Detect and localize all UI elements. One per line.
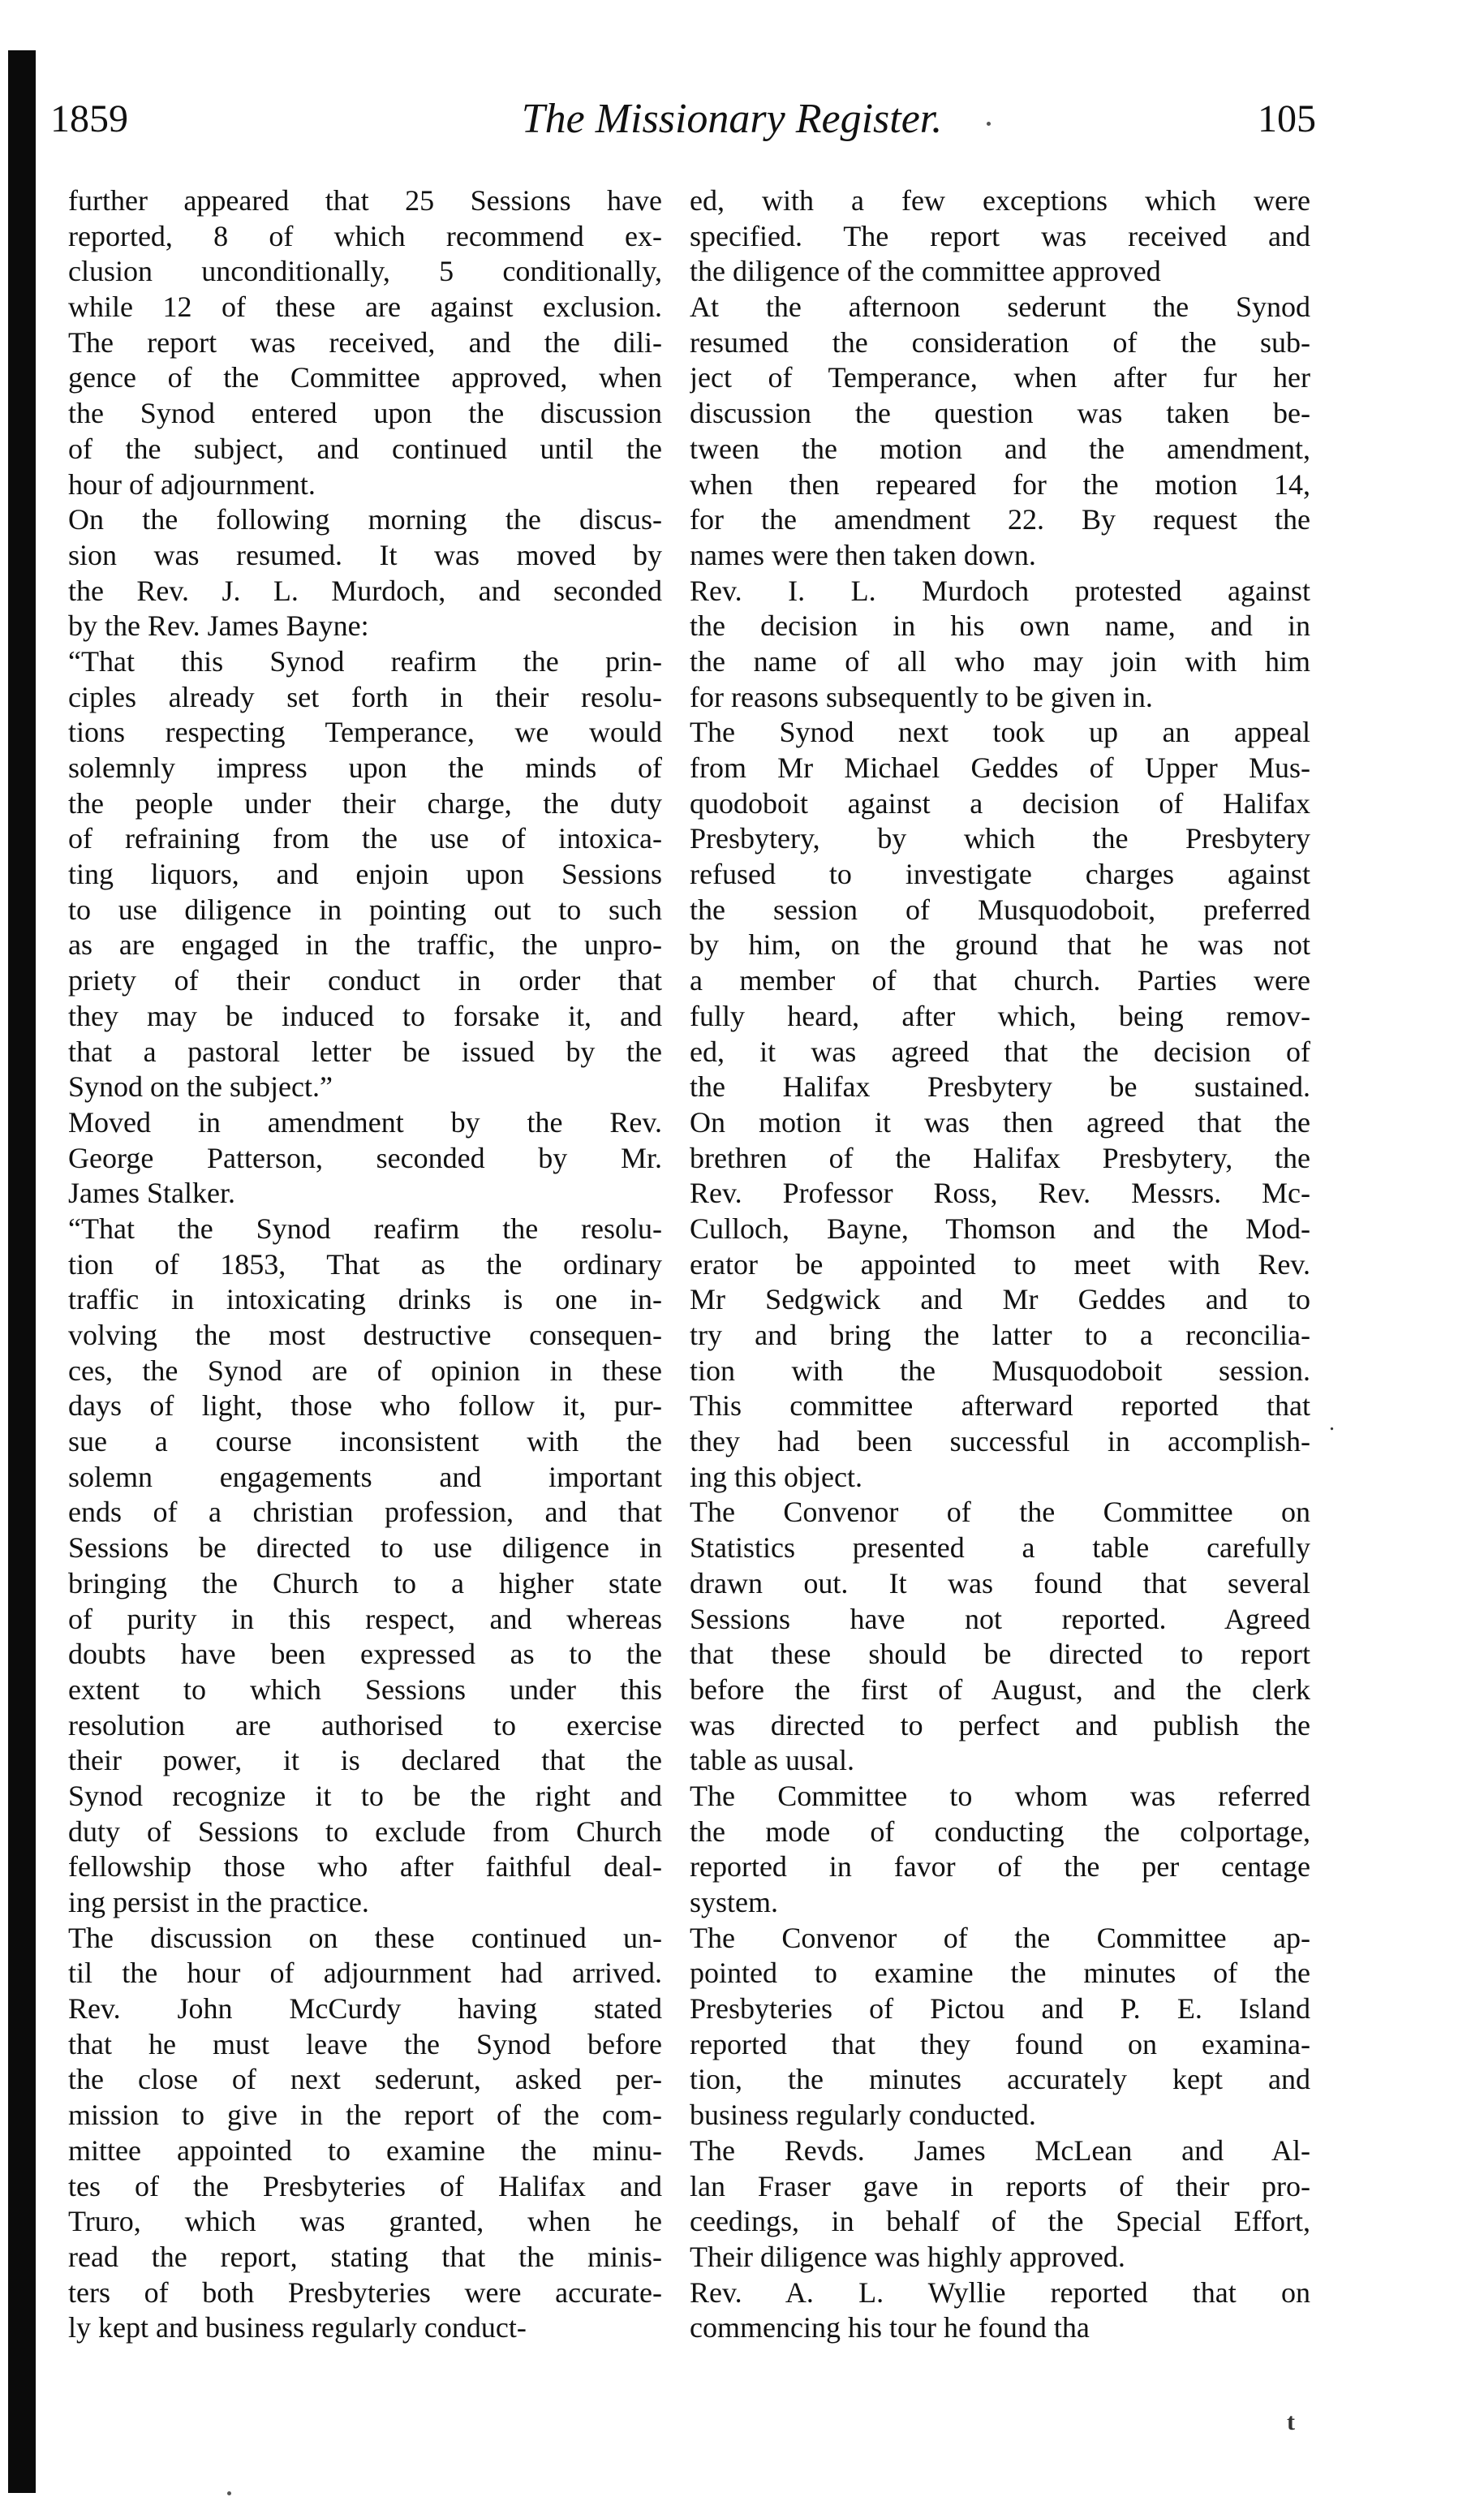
text-line: try and bring the latter to a reconcilia- [690,1319,1310,1351]
text-line: On the following morning the discus- [68,503,662,536]
text-line: bringing the Church to a higher state [68,1566,662,1599]
text-line: their power, it is declared that the [68,1744,662,1777]
text-line: when then repeared for the motion 14, [690,467,1310,501]
text-line: ed, with a few exceptions which were [690,184,1310,217]
text-line: reported in favor of the per centage [690,1850,1310,1884]
text-line: the Halifax Presbytery be sustained. [690,1070,1310,1104]
text-line: Synod recognize it to be the right and [68,1779,662,1812]
text-line: extent to which Sessions under this [68,1673,662,1706]
text-line: the mode of conducting the colportage, [690,1815,1310,1848]
text-line: refused to investigate charges against [690,858,1310,891]
text-line: the Synod entered upon the discussion [68,397,662,430]
text-line: brethren of the Halifax Presbytery, the [690,1141,1310,1174]
margin-dot: . [1329,1410,1335,1436]
text-line: reported that they found on examina- [690,2027,1310,2060]
text-line: Their diligence was highly approved. [690,2240,1125,2273]
text-line: duty of Sessions to exclude from Church [68,1815,662,1848]
text-line: tween the motion and the amendment, [690,432,1310,465]
text-line: discussion the question was taken be- [690,397,1310,430]
text-line: the Rev. J. L. Murdoch, and seconded [68,574,662,607]
text-line: Rev. John McCurdy having stated [68,1992,662,2026]
text-line: The Revds. James McLean and Al- [690,2133,1310,2167]
text-line: “That the Synod reafirm the resolu- [68,1212,662,1245]
text-line: business regularly conducted. [690,2099,1036,2132]
text-line: ed, it was agreed that the decision of [690,1035,1310,1068]
text-line: the diligence of the committee approved [690,255,1161,288]
text-line: The Synod next took up an appeal [690,716,1310,749]
text-line: ceedings, in behalf of the Special Effort, [690,2205,1310,2238]
text-line: they may be induced to forsake it, and [68,999,662,1032]
text-line: At the afternoon sederunt the Synod [690,291,1310,324]
text-line: solemnly impress upon the minds of [68,751,662,784]
text-line: before the first of August, and the clerk [690,1673,1310,1706]
text-line: Rev. A. L. Wyllie reported that on [690,2275,1310,2309]
text-line: tions respecting Temperance, we would [68,716,662,749]
text-line: tion, the minutes accurately kept and [690,2063,1310,2096]
text-line: til the hour of adjournment had arrived. [68,1957,662,1990]
text-line: fellowship those who after faithful deal- [68,1850,662,1884]
text-line: ters of both Presbyteries were accurate- [68,2275,662,2309]
text-line: On motion it was then agreed that the [690,1105,1310,1139]
page-binding-edge [8,50,36,2493]
text-line: Mr Sedgwick and Mr Geddes and to [690,1283,1310,1316]
text-line: George Patterson, seconded by Mr. [68,1141,662,1174]
text-line: The Convenor of the Committee on [690,1496,1310,1529]
text-line: erator be appointed to meet with Rev. [690,1247,1310,1281]
text-line: the close of next sederunt, asked per- [68,2063,662,2096]
text-line: names were then taken down. [690,538,1036,571]
text-line: ces, the Synod are of opinion in these [68,1354,662,1387]
text-line: of purity in this respect, and whereas [68,1602,662,1635]
text-line: hour of adjournment. [68,467,316,501]
text-line: ing this object. [690,1460,862,1493]
text-line: The Convenor of the Committee ap- [690,1921,1310,1954]
text-line: gence of the Committee approved, when [68,361,662,394]
text-line: resumed the consideration of the sub- [690,325,1310,359]
right-text-column [690,183,1310,2346]
text-line: Presbytery, by which the Presbytery [690,822,1310,855]
text-line: The Committee to whom was referred [690,1779,1310,1812]
text-line: from Mr Michael Geddes of Upper Mus- [690,751,1310,784]
text-line: Synod on the subject.” [68,1070,333,1104]
text-line: clusion unconditionally, 5 conditionally, [68,255,662,288]
header-year: 1859 [50,97,128,140]
text-line: specified. The report was received and [690,219,1310,252]
text-line: the decision in his own name, and in [690,609,1310,643]
text-line: by the Rev. James Bayne: [68,609,369,643]
text-line: Culloch, Bayne, Thomson and the Mod- [690,1212,1310,1245]
text-line: reported, 8 of which recommend ex- [68,219,662,252]
text-line: ly kept and business regularly conduct- [68,2311,527,2344]
text-line: mission to give in the report of the com- [68,2099,662,2132]
text-line: a member of that church. Parties were [690,964,1310,997]
text-line: table as uusal. [690,1744,854,1777]
text-line: of the subject, and continued until the [68,432,662,465]
text-line: Sessions have not reported. Agreed [690,1602,1310,1635]
text-line: This committee afterward reported that [690,1389,1310,1423]
text-line: The discussion on these continued un- [68,1921,662,1954]
text-line: Rev. I. L. Murdoch protested against [690,574,1310,607]
text-line: commencing his tour he found tha [690,2311,1090,2344]
text-line: Rev. Professor Ross, Rev. Messrs. Mc- [690,1177,1310,1210]
text-line: sion was resumed. It was moved by [68,538,662,571]
running-header [50,96,1316,159]
text-line: further appeared that 25 Sessions have [68,184,662,217]
text-line: of refraining from the use of intoxica- [68,822,662,855]
text-line: The report was received, and the dili- [68,325,662,359]
text-line: to use diligence in pointing out to such [68,893,662,926]
text-line: Truro, which was granted, when he [68,2205,662,2238]
text-line: ing persist in the practice. [68,1886,369,1918]
text-line: ject of Temperance, when after fur her [690,361,1310,394]
text-line: that he must leave the Synod before [68,2027,662,2060]
text-line: Sessions be directed to use diligence in [68,1531,662,1565]
text-line: solemn engagements and important [68,1460,662,1493]
text-line: ting liquors, and enjoin upon Sessions [68,858,662,891]
text-line: Statistics presented a table carefully [690,1531,1310,1565]
text-line: for reasons subsequently to be given in. [690,680,1153,713]
text-line: days of light, those who follow it, pur- [68,1389,662,1423]
text-line: that a pastoral letter be issued by the [68,1035,662,1068]
text-line: for the amendment 22. By request the [690,503,1310,536]
text-line: quodoboit against a decision of Halifax [690,786,1310,820]
text-line: the name of all who may join with him [690,644,1310,678]
text-line: resolution are authorised to exercise [68,1708,662,1742]
text-line: ends of a christian profession, and that [68,1496,662,1529]
text-line: drawn out. It was found that several [690,1566,1310,1599]
page-number: 105 [1258,97,1316,140]
text-line: that these should be directed to report [690,1638,1310,1671]
text-line: by him, on the ground that he was not [690,928,1310,962]
text-line: mittee appointed to examine the minu- [68,2133,662,2167]
scan-speck [987,122,991,126]
text-line: James Stalker. [68,1177,235,1210]
scan-speck [227,2491,231,2495]
text-line: “That this Synod reafirm the prin- [68,644,662,678]
text-line: was directed to perfect and publish the [690,1708,1310,1742]
text-line: volving the most destructive consequen- [68,1319,662,1351]
text-line: pointed to examine the minutes of the [690,1957,1310,1990]
text-line: tion with the Musquodoboit session. [690,1354,1310,1387]
text-line: they had been successful in accomplish- [690,1425,1310,1458]
text-line: the people under their charge, the duty [68,786,662,820]
text-line: fully heard, after which, being remov- [690,999,1310,1032]
text-line: tes of the Presbyteries of Halifax and [68,2169,662,2202]
text-line: read the report, stating that the minis- [68,2240,662,2273]
left-text-column [68,183,662,2346]
text-line: lan Fraser gave in reports of their pro- [690,2169,1310,2202]
text-line: traffic in intoxicating drinks is one in- [68,1283,662,1316]
text-line: system. [690,1886,779,1918]
text-line: priety of their conduct in order that [68,964,662,997]
text-line: the session of Musquodoboit, preferred [690,893,1310,926]
text-line: tion of 1853, That as the ordinary [68,1247,662,1281]
text-line: while 12 of these are against exclusion. [68,291,662,324]
text-line: Presbyteries of Pictou and P. E. Island [690,1992,1310,2026]
text-line: ciples already set forth in their resolu- [68,680,662,713]
margin-letter-t: t [1287,2409,1295,2435]
journal-title: The Missionary Register. [521,96,943,142]
text-line: sue a course inconsistent with the [68,1425,662,1458]
text-line: as are engaged in the traffic, the unpro- [68,928,662,962]
text-line: Moved in amendment by the Rev. [68,1105,662,1139]
text-line: doubts have been expressed as to the [68,1638,662,1671]
